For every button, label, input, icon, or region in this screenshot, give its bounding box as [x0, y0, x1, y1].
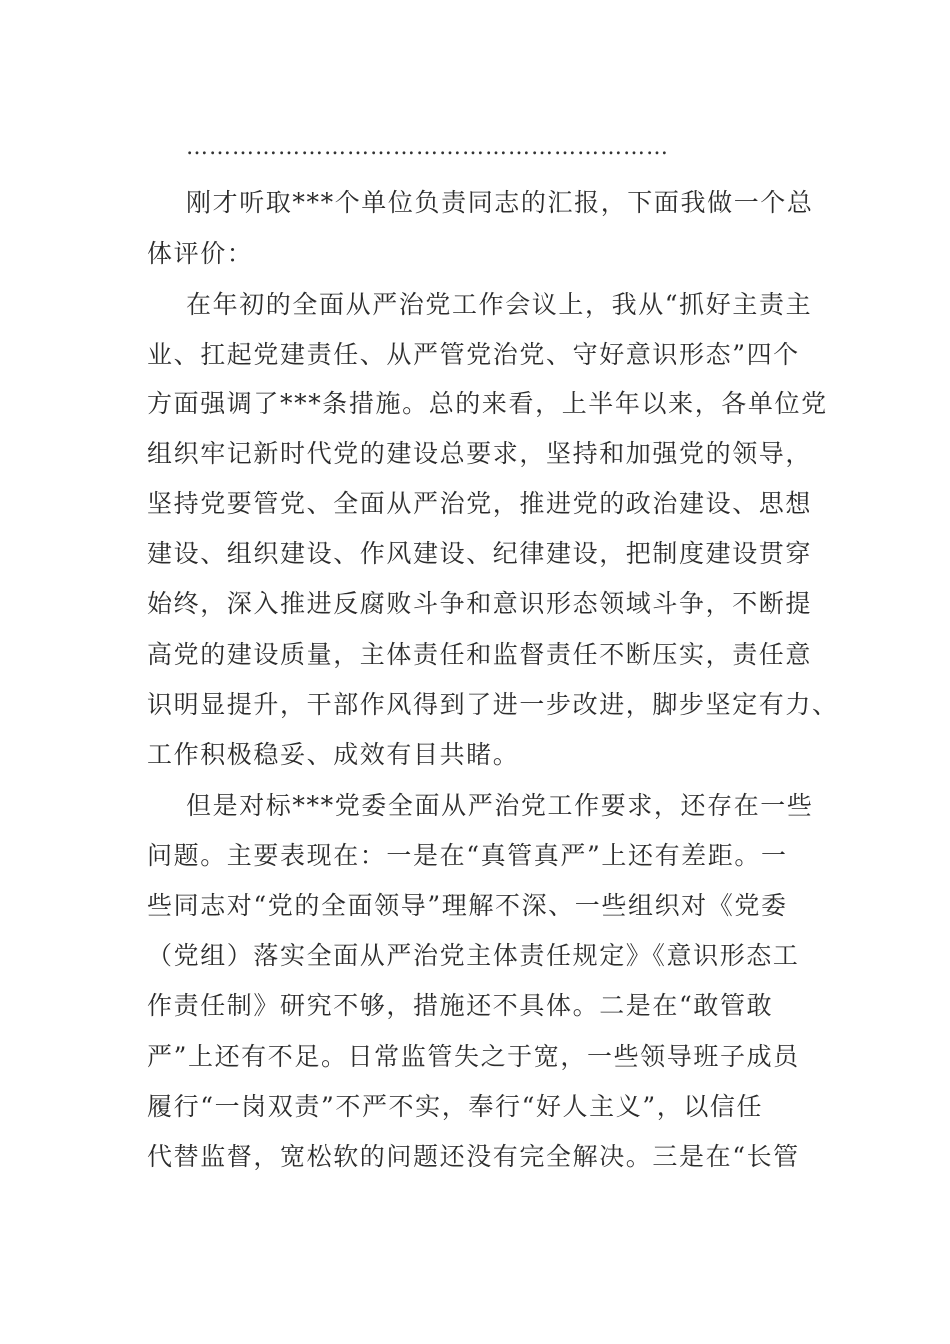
paragraph-2-line-1: 在年初的全面从严治党工作会议上，我从“抓好主责主: [186, 290, 813, 319]
paragraph-3-line-3: 些同志对“党的全面领导”理解不深、一些组织对《党委: [147, 891, 788, 920]
paragraph-3-line-8: 代替监督，宽松软的问题还没有完全解决。三是在“长管: [147, 1142, 800, 1171]
paragraph-2-line-7: 始终，深入推进反腐败斗争和意识形态领域斗争，不断提: [147, 589, 813, 618]
paragraph-3-line-4: （党组）落实全面从严治党主体责任规定》《意识形态工: [147, 941, 800, 970]
paragraph-3-line-1: 但是对标***党委全面从严治党工作要求，还存在一些: [186, 791, 814, 820]
paragraph-3-line-2: 问题。主要表现在：一是在“真管真严”上还有差距。一: [147, 841, 788, 870]
paragraph-1-line-1: 刚才听取***个单位负责同志的汇报，下面我做一个总: [186, 188, 814, 217]
paragraph-3-line-5: 作责任制》研究不够，措施还不具体。二是在“敢管敢: [147, 991, 774, 1020]
paragraph-2-line-3: 方面强调了***条措施。总的来看，上半年以来，各单位党: [147, 389, 828, 418]
paragraph-2-line-10: 工作积极稳妥、成效有目共睹。: [147, 740, 520, 769]
paragraph-2-line-4: 组织牢记新时代党的建设总要求，坚持和加强党的领导，: [147, 439, 813, 468]
paragraph-3-line-7: 履行“一岗双责”不严不实，奉行“好人主义”，以信任: [147, 1092, 764, 1121]
paragraph-2-line-5: 坚持党要管党、全面从严治党，推进党的政治建设、思想: [147, 489, 813, 518]
paragraph-2-line-9: 识明显提升，干部作风得到了进一步改进，脚步坚定有力、: [147, 690, 839, 719]
paragraph-2-line-8: 高党的建设质量，主体责任和监督责任不断压实，责任意: [147, 640, 813, 669]
paragraph-2-line-2: 业、扛起党建责任、从严管党治党、守好意识形态”四个: [147, 340, 800, 369]
paragraph-2-line-6: 建设、组织建设、作风建设、纪律建设，把制度建设贯穿: [147, 539, 813, 568]
ellipsis-separator: ………………………………………………………: [186, 135, 669, 160]
paragraph-1-line-2: 体评价：: [147, 239, 254, 268]
paragraph-3-line-6: 严”上还有不足。日常监管失之于宽，一些领导班子成员: [147, 1042, 800, 1071]
